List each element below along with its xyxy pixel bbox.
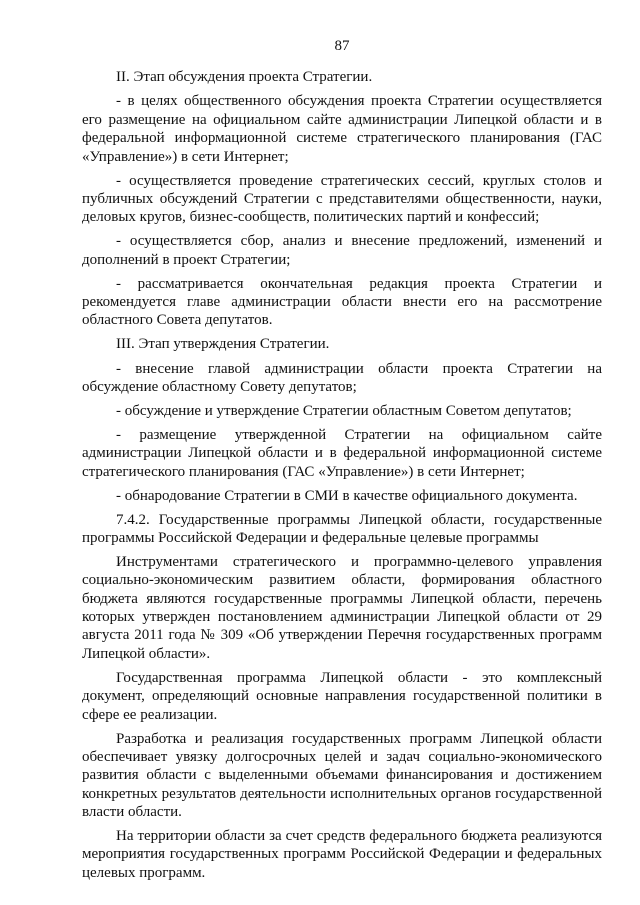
stage-2-item-final-edition: - рассматривается окончательная редакция проекта Стратегии и рекомендуется главе администрации области внести его на рассмотрение областного Совета депутатов. — [82, 275, 602, 329]
paragraph-program-definition: Государственная программа Липецкой области - это комплексный документ, определяющий основные направления государственной политики в сфере ее реализации. — [82, 669, 602, 723]
stage-3-item-submission: - внесение главой администрации области проекта Стратегии на обсуждение областному Совету депутатов; — [82, 360, 602, 396]
section-heading-7-4-2: 7.4.2. Государственные программы Липецкой области, государственные программы Российской Федерации и федеральные целевые программы — [82, 511, 602, 546]
stage-2-item-publication: - в целях общественного обсуждения проекта Стратегии осуществляется его размещение на официальном сайте администрации Липецкой области и в федеральной информационной системе стратегического планирования (ГАС «Управление») в сети Интернет; — [82, 93, 602, 165]
stage-3-item-approval: - обсуждение и утверждение Стратегии областным Советом депутатов; — [116, 403, 572, 419]
stage-2-item-proposals: - осуществляется сбор, анализ и внесение предложений, изменений и дополнений в проект Стратегии; — [82, 233, 602, 268]
page-number: 87 — [334, 38, 350, 54]
stage-3-item-media: - обнародование Стратегии в СМИ в качестве официального документа. — [116, 487, 578, 504]
stage-3-heading: III. Этап утверждения Стратегии. — [116, 336, 330, 353]
paragraph-federal-programs: На территории области за счет средств федерального бюджета реализуются мероприятия государственных программ Российской Федерации и федеральных целевых программ. — [82, 828, 602, 881]
stage-2-heading: II. Этап обсуждения проекта Стратегии. — [116, 69, 373, 85]
stage-3-item-publication: - размещение утвержденной Стратегии на официальном сайте администрации Липецкой области и в федеральной информационной системе стратегического планирования (ГАС «Управление») в сети Интернет; — [82, 426, 602, 480]
paragraph-instruments: Инструментами стратегического и программно-целевого управления социально-экономическим развитием области, формирования областного бюджета являются государственные программы Липецкой области, перечень которых утвержден постановлением администрации Липецкой области от 29 августа 2011 года № 309 «Об утверждении Перечня государственных программ Липецкой области». — [82, 553, 602, 662]
paragraph-program-development: Разработка и реализация государственных программ Липецкой области обеспечивает увязку долгосрочных целей и задач социально-экономического развития области с выделенными объемами финансирования и достижением конкретных результатов деятельности исполнительных органов государственной власти области. — [82, 730, 602, 821]
stage-2-item-sessions: - осуществляется проведение стратегических сессий, круглых столов и публичных обсуждений Стратегии с представителями общественности, науки, деловых кругов, бизнес-сообществ, политических партий и конфессий; — [82, 172, 602, 226]
